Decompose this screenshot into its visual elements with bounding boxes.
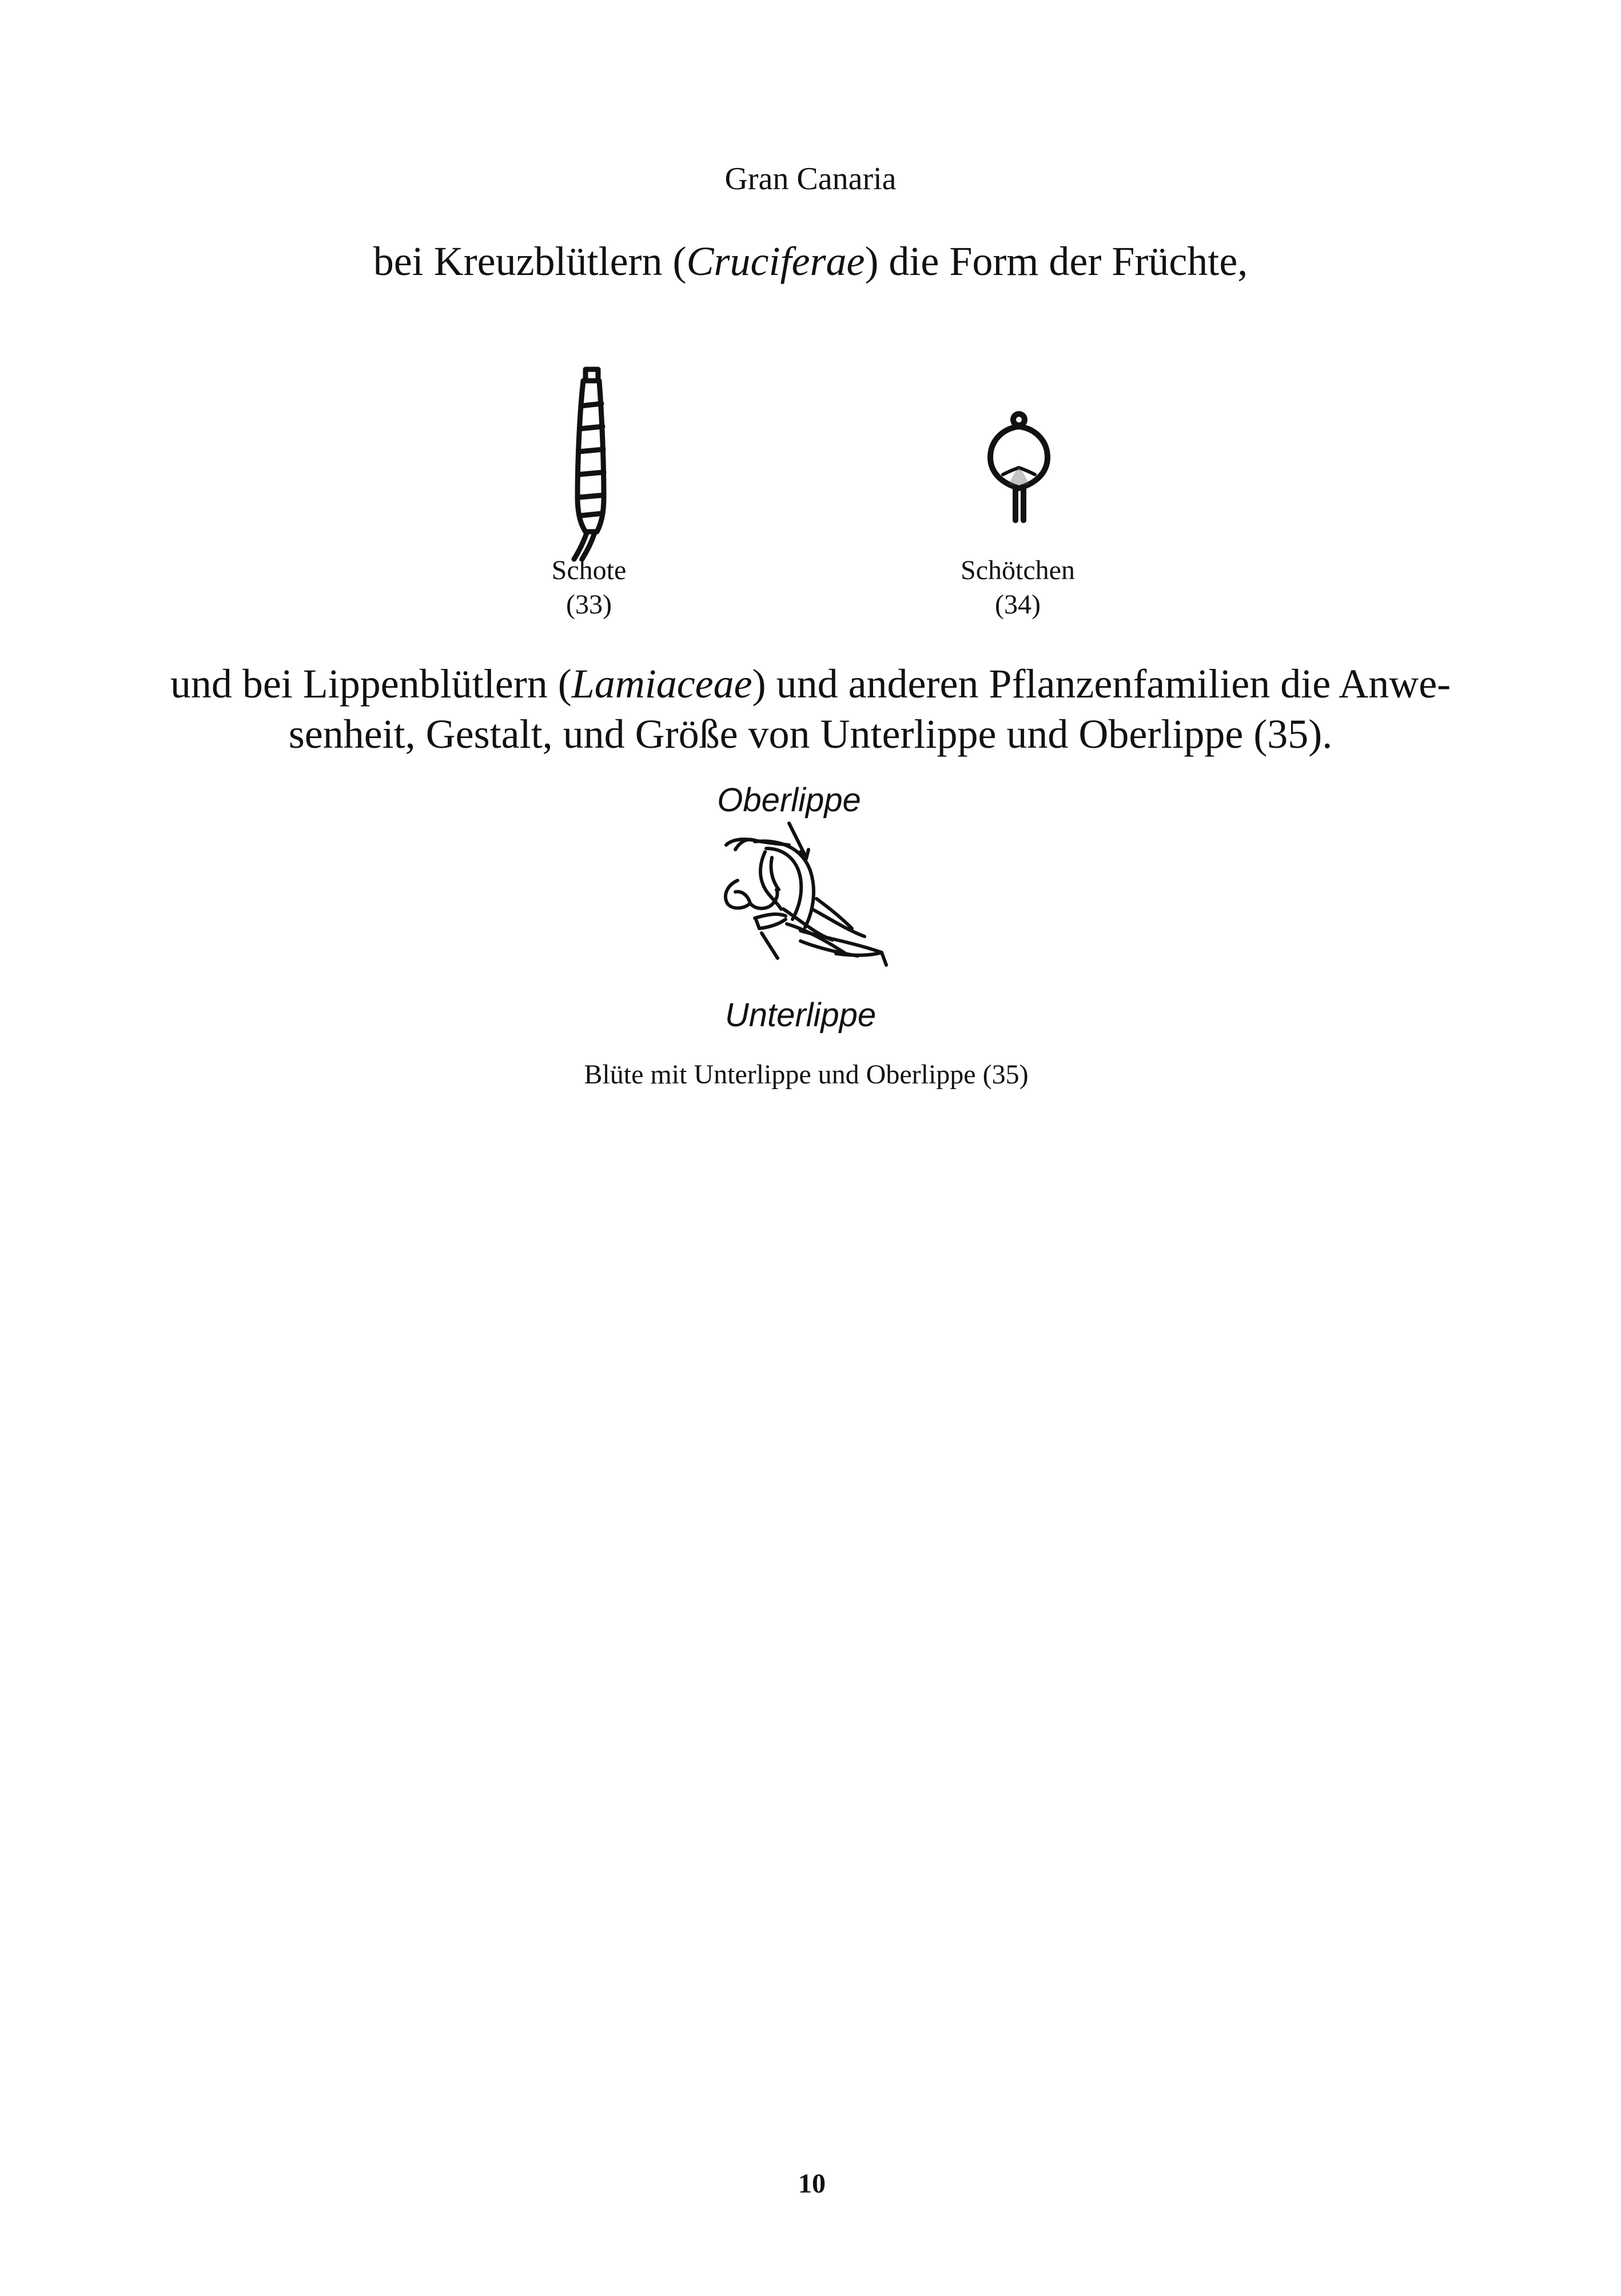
paragraph-line-1 (154, 659, 1467, 709)
figure-caption: Blüte mit Unterlippe und Oberlippe (35) (584, 1059, 1029, 1090)
taxon-name-italic: Cruciferae (686, 238, 865, 284)
paragraph-text: bei Kreuzblütlern ( (373, 238, 687, 284)
lipped-flower-icon (715, 823, 909, 995)
paragraph-line-2: senheit, Gestalt, und Größe von Unterlippe und Oberlippe (35). (288, 711, 1333, 757)
figure-number: (34) (995, 589, 1041, 620)
schoetchen-silicle-icon (985, 412, 1053, 526)
figure-name: Schote (551, 555, 627, 585)
paragraph-lamiaceae (154, 659, 1467, 759)
figure-label-schoetchen (932, 553, 1104, 622)
schote-pod-icon (560, 366, 623, 560)
figure-number: (33) (566, 589, 612, 620)
running-header: Gran Canaria (724, 161, 897, 197)
page-number: 10 (798, 2169, 826, 2199)
paragraph-cruciferae (0, 236, 1621, 287)
label-unterlippe: Unterlippe (724, 996, 877, 1034)
paragraph-text: ) die Form der Früchte, (865, 238, 1248, 284)
paragraph-text: und bei Lippenblütlern ( (170, 661, 572, 707)
figure-name: Schötchen (961, 555, 1075, 585)
figure-label-schote (503, 553, 675, 622)
label-oberlippe: Oberlippe (717, 782, 861, 819)
paragraph-text: ) und anderen Pflanzenfamilien die Anwe- (752, 661, 1451, 707)
taxon-name-italic: Lamiaceae (571, 661, 752, 707)
